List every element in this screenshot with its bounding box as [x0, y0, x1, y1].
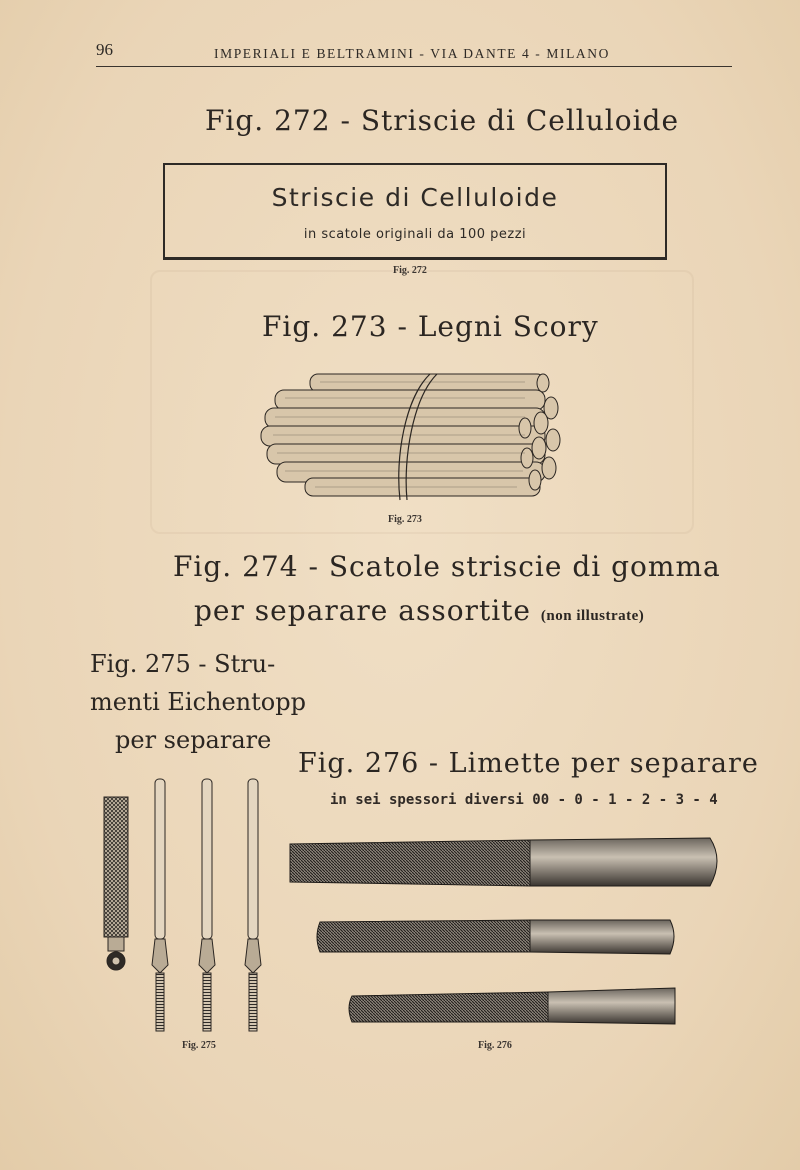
fig272-box-title: Striscie di Celluloide — [271, 183, 559, 212]
fig275-caption: Fig. 275 — [182, 1040, 216, 1051]
separating-files-illustration — [280, 830, 730, 1035]
running-head-title: IMPERIALI E BELTRAMINI - VIA DANTE 4 - MILANO — [214, 46, 610, 61]
running-head — [96, 40, 736, 70]
fig274-heading-line2 — [194, 594, 644, 627]
fig275-heading-line2: menti Eichentopp — [90, 688, 306, 716]
fig272-caption: Fig. 272 — [393, 265, 427, 276]
fig273-caption: Fig. 273 — [388, 514, 422, 525]
fig275-heading-line3: per separare — [115, 726, 272, 754]
fig272-heading: Fig. 272 - Striscie di Celluloide — [205, 104, 680, 137]
fig274-note: (non illustrate) — [540, 608, 645, 624]
fig275-heading-line1: Fig. 275 - Stru- — [90, 650, 276, 678]
fig276-heading: Fig. 276 - Limette per separare — [298, 748, 759, 779]
fig274-heading-text: per separare assortite — [194, 594, 531, 627]
fig276-caption: Fig. 276 — [478, 1040, 512, 1051]
wooden-sticks-bundle-illustration — [255, 368, 565, 508]
header-rule — [96, 66, 732, 67]
separator-instruments-illustration — [100, 775, 270, 1035]
fig272-box-subtitle: in scatole originali da 100 pezzi — [303, 227, 527, 242]
fig273-heading: Fig. 273 - Legni Scory — [262, 310, 599, 343]
page-number: 96 — [96, 40, 113, 59]
fig276-subtitle: in sei spessori diversi 00 - 0 - 1 - 2 - 3 - 4 — [330, 792, 718, 808]
fig272-label-box — [163, 163, 667, 260]
fig274-heading-line1: Fig. 274 - Scatole striscie di gomma — [173, 550, 721, 583]
